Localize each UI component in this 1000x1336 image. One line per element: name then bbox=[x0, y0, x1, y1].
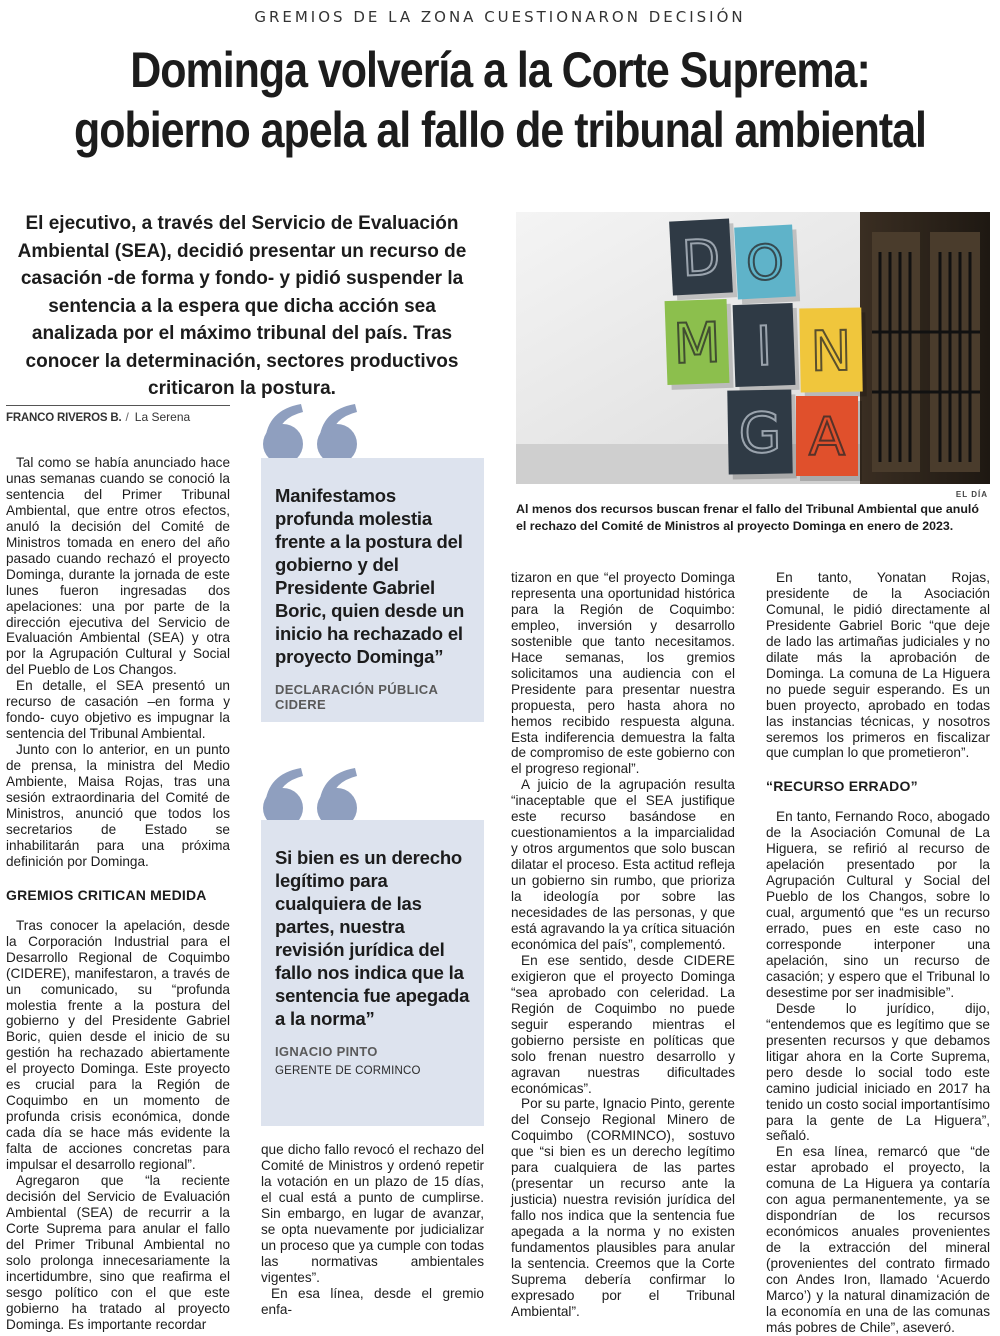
paragraph: Tras conocer la apelación, desde la Corporación Industrial para el Desarrollo Regional de Coquimbo (CIDERE), manifestaron, a través de un comunicado, su “profunda molestia frente a la postura del gobierno y del Presidente Gabriel Boric, quien desde el inicio de su gestión ha rechazado abiertamente el proyecto Dominga. Este proyecto es crucial para la Región de Coquimbo en un momento de profunda crisis económica, donde cada día se hace más evidente la falta de acciones concretas para impulsar el desarrollo regional”. bbox=[6, 917, 230, 1173]
letter-tile bbox=[799, 307, 867, 397]
paragraph: tizaron en que “el proyecto Dominga representa una oportunidad histórica para la Región de Coquimbo: empleo, inversión y desarrollo sostenible que tanto necesitamos. Hace semanas, los gremios solicitamos una audiencia con el Presidente para presentar nuestra propuesta, pero hasta ahora no hemos recibido respuesta alguna. Esta indiferencia demuestra la falta de compromiso de este gobierno con el progreso regional”. bbox=[511, 570, 735, 777]
paragraph: En tanto, Fernando Roco, abogado de la Asociación Comunal de La Higuera, se refirió al recurso de apelación presentado por la Agrupación Cultural y Social del Pueblo de los Changos, sobre lo cual, argumentó que “es un recurso errado, pues en este caso no corresponde interponer una apelación, sino un recurso de casación; y espero que el Tribunal lo desestime por ser inadmisible”. bbox=[766, 809, 990, 1000]
quote-text: Si bien es un derecho legítimo para cualquiera de las partes, nuestra revisión jurídica del fallo nos indica que la sentencia fue apegada a la norma” bbox=[275, 847, 470, 1029]
paragraph: En tanto, Yonatan Rojas, presidente de la Asociación Comunal, le pidió directamente al Presidente Gabriel Boric “que deje de lado las artimañas judiciales y no dilate más la aprobación de Dominga. La comuna de La Higuera no puede seguir esperando. Es un buen proyecto, aprobado en todas las instancias técnicas, y nosotros seremos los primeros en fiscalizar que cumplan lo que prometieron”. bbox=[766, 570, 990, 761]
subhead-gremios: GREMIOS CRITICAN MEDIDA bbox=[6, 886, 207, 903]
paragraph: En esa línea, desde el gremio enfa- bbox=[261, 1285, 484, 1317]
tile-letter: I bbox=[754, 314, 774, 378]
paragraph: que dicho fallo revocó el rechazo del Comité de Ministros y ordenó repetir la votación en un plazo de 15 días, el cual está a punto de cumplirse. Sin embargo, en lugar de avanzar, se opta nuevamente por judicializar un proceso que ya cumple con todas las normativas ambientales vigentes”. bbox=[261, 1142, 484, 1285]
paragraph: A juicio de la agrupación resulta “inaceptable que el SEA justifique este recurso basándose en cuestionamientos a la imparcialidad y otros argumentos que solo buscan dilatar el proceso. Esta actitud refleja un gobierno sin rumbo, que prioriza la ideología por sobre las necesidades de las personas, y que está agravando la ya crítica situación económica del país”, complementó. bbox=[511, 777, 735, 952]
letter-tile bbox=[733, 303, 800, 392]
article-column-2 bbox=[261, 1142, 484, 1317]
letter-tile bbox=[796, 396, 862, 481]
headline-line-1: Dominga volvería a la Corte Suprema: bbox=[130, 42, 870, 98]
letter-tile bbox=[669, 218, 737, 300]
paragraph: En esa línea, remarcó que “de estar aprobado el proyecto, la comuna de La Higuera ya contaría con agua permanentemente, ya se dispondrían de los recursos económicos anuales provenientes de la extracción del mineral (provenientes del contrato firmado con Andes Iron, llamado ‘Acuerdo Marco’) y la natural dinamización de la economía en una de las comunas más pobres de Chile”, aseveró. bbox=[766, 1144, 990, 1335]
pull-quote-pinto bbox=[261, 820, 484, 1126]
tile-letter: D bbox=[680, 228, 722, 288]
quote-text: Manifestamos profunda molestia frente a la postura del gobierno y del Presidente Gabriel Boric, quien desde un inicio ha rechazado el proyecto Dominga” bbox=[275, 485, 465, 667]
photo-caption: Al menos dos recursos buscan frenar el fallo del Tribunal Ambiental que anuló el rechazo del Comité de Ministros al proyecto Dominga en enero de 2023. bbox=[516, 502, 979, 533]
byline-location: La Serena bbox=[134, 410, 191, 424]
kicker: GREMIOS DE LA ZONA CUESTIONARON DECISIÓN bbox=[254, 8, 746, 26]
letter-tile bbox=[665, 299, 734, 390]
tile-letter: O bbox=[744, 234, 786, 293]
door bbox=[860, 212, 990, 484]
article-column-4 bbox=[766, 570, 990, 1335]
letter-tile bbox=[734, 224, 800, 304]
lede: El ejecutivo, a través del Servicio de Evaluación Ambiental (SEA), decidió presentar un recurso de casación -de forma y fondo- y pidió suspender la sentencia a la espera que dicha acción sea analizada por el máximo tribunal del país. Tras conocer la determinación, sectores productivos criticaron la postura. bbox=[17, 213, 467, 399]
byline bbox=[6, 405, 230, 427]
quote-role: GERENTE DE CORMINCO bbox=[275, 1065, 421, 1077]
subhead-recurso-errado: “RECURSO ERRADO” bbox=[766, 778, 918, 795]
dominga-sign-photo bbox=[516, 212, 990, 484]
article-column-1 bbox=[6, 455, 230, 1332]
byline-author: FRANCO RIVEROS B. bbox=[6, 412, 122, 424]
quote-source: IGNACIO PINTO bbox=[275, 1044, 378, 1059]
photo-credit: EL DÍA bbox=[955, 490, 988, 499]
paragraph: Desde lo jurídico, dijo, “entendemos que es legítimo que se presenten recursos y que debamos litigar ahora en la Corte Suprema, pero desde lo social todo este camino judicial iniciado en 2017 ha tenido un costo social importantísimo para la gente de La Higuera”, señaló. bbox=[766, 1000, 990, 1144]
tile-letter: G bbox=[738, 400, 782, 466]
byline-divider: / bbox=[125, 410, 129, 424]
article-photo bbox=[516, 212, 990, 484]
paragraph: Por su parte, Ignacio Pinto, gerente del Consejo Regional Minero de Coquimbo (CORMINCO), sostuvo que “si bien es un derecho legítimo para cualquiera de las partes (presentar un recurso ante la justicia) nuestra revisión jurídica del fallo nos indica que la sentencia fue apegada a la norma y no existen fundamentos plausibles para anular la sentencia. Creemos que la Corte Suprema debería confirmar lo expresado por el Tribunal Ambiental”. bbox=[511, 1096, 735, 1319]
paragraph: Junto con lo anterior, en un punto de prensa, la ministra del Medio Ambiente, Maisa Rojas, tras una sesión extraordinaria del Comité de Ministros, anunció que todos los secretarios de Estado se inhabilitarán para una próxima definición por Dominga. bbox=[6, 742, 230, 869]
tile-letter: N bbox=[809, 318, 853, 384]
tile-letter: M bbox=[672, 310, 722, 376]
paragraph: Agregaron que “la reciente decisión del Servicio de Evaluación Ambiental (SEA) de recurrir a la Corte Suprema para anular el fallo del Primer Tribunal Ambiental no solo prolonga innecesariamente la incertidumbre, sino que reafirma el sesgo político con el que este gobierno ha tratado al proyecto Dominga. Es importante recordar bbox=[6, 1172, 230, 1332]
headline bbox=[70, 40, 930, 160]
tile-letter: A bbox=[808, 407, 846, 469]
quote-marks-icon bbox=[261, 402, 371, 466]
headline-line-2: gobierno apela al fallo de tribunal ambiental bbox=[74, 102, 926, 158]
quote-source: DECLARACIÓN PÚBLICA CIDERE bbox=[275, 682, 438, 712]
letter-tile bbox=[727, 389, 797, 479]
paragraph: En ese sentido, desde CIDERE exigieron que el proyecto Dominga “sea aprobado con celeridad. La Región de Coquimbo no puede seguir esperando mientras el gobierno persiste en políticas que solo frenan nuestro desarrollo y agravan nuestras dificultades económicas”. bbox=[511, 952, 735, 1096]
article-column-3 bbox=[511, 570, 735, 1319]
paragraph: Tal como se había anunciado hace unas semanas cuando se conoció la sentencia del Primer Tribunal Ambiental, que entre otros efectos, anuló la decisión del Comité de Ministros tomada en enero del año pasado cuando rechazó el proyecto Dominga, durante la jornada de este lunes fueron ingresadas dos apelaciones: una por parte de la dirección ejecutiva del Servicio de Evaluación Ambiental (SEA) y otra por la Agrupación Cultural y Social del Pueblo de Los Changos. bbox=[6, 455, 230, 678]
pull-quote-cidere bbox=[261, 458, 484, 722]
paragraph: En detalle, el SEA presentó un recurso de casación –en forma y fondo- cuyo objetivo es impugnar la sentencia del Tribunal Ambiental. bbox=[6, 678, 230, 742]
